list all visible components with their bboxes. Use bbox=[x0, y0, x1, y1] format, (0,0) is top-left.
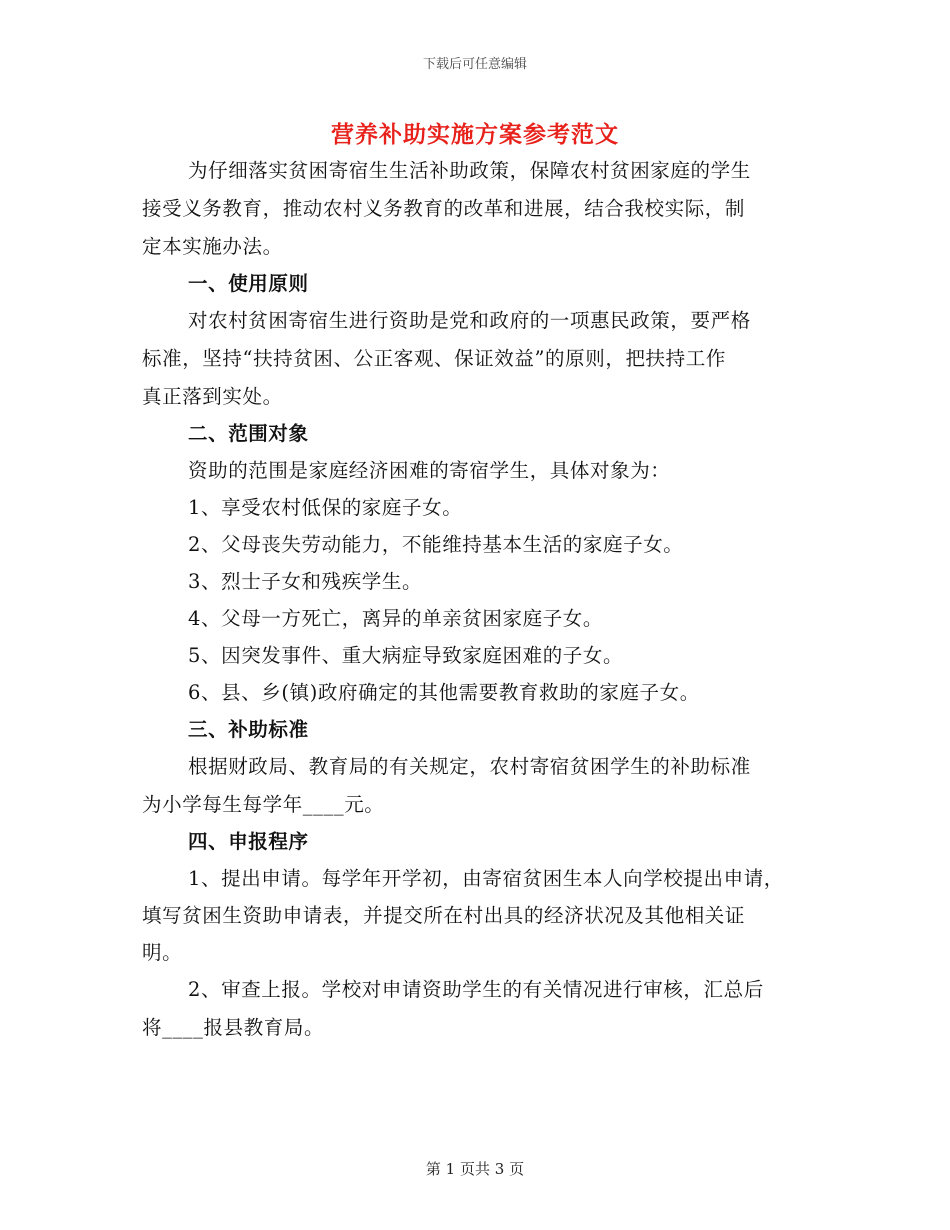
section1-line-2: 标准，坚持“扶持贫困、公正客观、保证效益”的原则，把扶持工作 bbox=[142, 347, 726, 370]
document-title: 营养补助实施方案参考范文 bbox=[331, 121, 619, 148]
section3-line-1: 根据财政局、教育局的有关规定，农村寄宿贫困学生的补助标准 bbox=[188, 755, 751, 778]
section4-step1-line-1: 1、提出申请。每学年开学初，由寄宿贫困生本人向学校提出申请， bbox=[188, 867, 784, 890]
section4-step2-line-2: 将____报县教育局。 bbox=[142, 1016, 325, 1039]
intro-line-2: 接受义务教育，推动农村义务教育的改革和进展，结合我校实际，制 bbox=[142, 197, 746, 220]
section1-line-3: 真正落到实处。 bbox=[142, 385, 283, 408]
section2-lead: 资助的范围是家庭经济困难的寄宿学生，具体对象为： bbox=[188, 459, 671, 482]
section3-line-2: 为小学每生每学年____元。 bbox=[142, 793, 385, 816]
section2-heading: 二、范围对象 bbox=[188, 422, 309, 445]
section4-step1-line-3: 明。 bbox=[142, 941, 183, 964]
section2-item-5: 5、因突发事件、重大病症导致家庭困难的子女。 bbox=[188, 644, 624, 667]
header-note: 下载后可任意编辑 bbox=[422, 57, 527, 72]
intro-line-1: 为仔细落实贫困寄宿生生活补助政策，保障农村贫困家庭的学生 bbox=[188, 159, 751, 182]
section2-item-2: 2、父母丧失劳动能力，不能维持基本生活的家庭子女。 bbox=[188, 533, 684, 556]
section4-heading: 四、申报程序 bbox=[188, 830, 309, 853]
section1-line-1: 对农村贫困寄宿生进行资助是党和政府的一项惠民政策，要严格 bbox=[188, 309, 751, 332]
page-footer: 第 1 页共 3 页 bbox=[425, 1160, 525, 1178]
section4-step1-line-2: 填写贫困生资助申请表，并提交所在村出具的经济状况及其他相关证 bbox=[142, 904, 746, 927]
intro-line-3: 定本实施办法。 bbox=[142, 235, 283, 258]
section2-item-1: 1、享受农村低保的家庭子女。 bbox=[188, 496, 463, 519]
section2-item-3: 3、烈士子女和残疾学生。 bbox=[188, 570, 423, 593]
section4-step2-line-1: 2、审查上报。学校对申请资助学生的有关情况进行审核，汇总后 bbox=[188, 978, 764, 1001]
section1-heading: 一、使用原则 bbox=[188, 272, 309, 295]
section2-item-4: 4、父母一方死亡，离异的单亲贫困家庭子女。 bbox=[188, 607, 604, 630]
section2-item-6: 6、县、乡(镇)政府确定的其他需要教育救助的家庭子女。 bbox=[188, 681, 700, 704]
section3-heading: 三、补助标准 bbox=[188, 718, 309, 741]
